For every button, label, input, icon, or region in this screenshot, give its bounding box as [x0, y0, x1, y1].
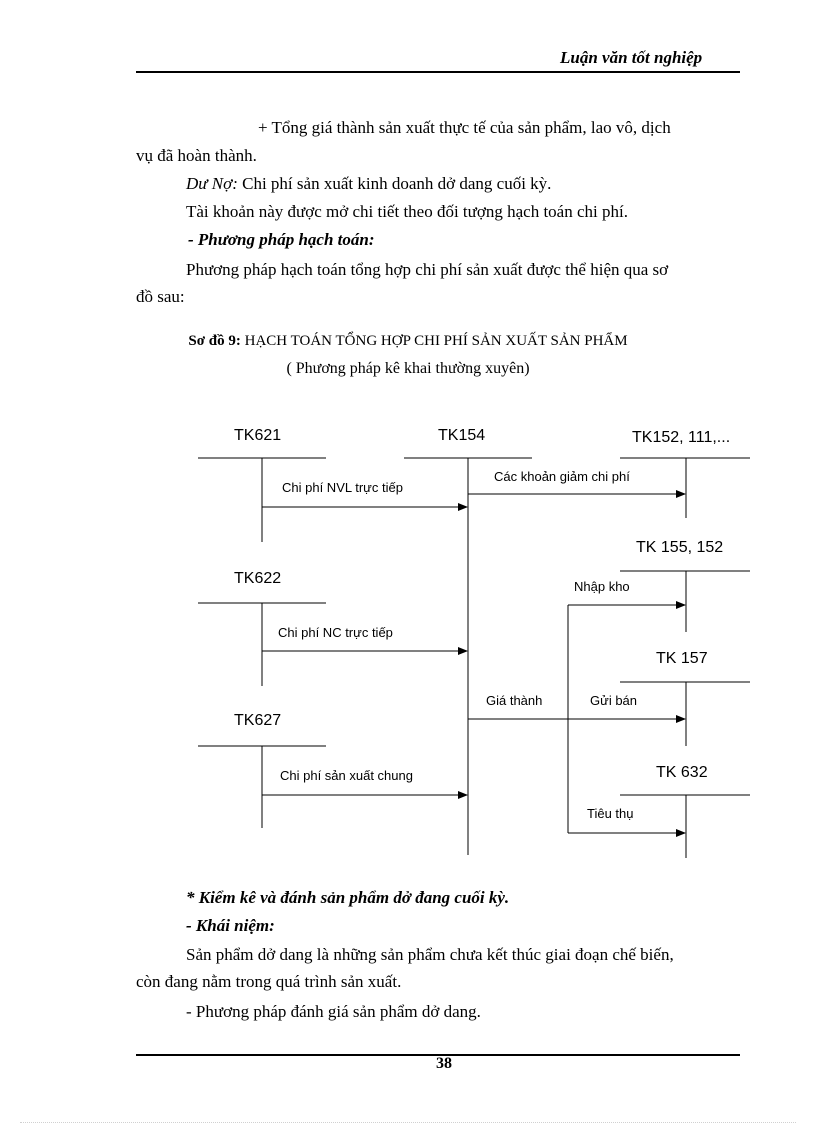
flow-tieu-thu-label: Tiêu thụ	[587, 806, 634, 821]
flow-nvl	[262, 480, 467, 507]
body-line-6: Phương pháp hạch toán tổng hợp chi phí sản xuất được thể hiện qua sơ	[186, 260, 669, 279]
running-header-title: Luận văn tốt nghiệp	[560, 48, 703, 67]
tk152-label: TK152, 111,...	[632, 429, 731, 446]
flow-sxc	[262, 768, 467, 795]
flow-gui-ban	[568, 693, 685, 719]
diagram-title-prefix: Sơ đồ 9:	[188, 333, 241, 349]
t-account-tk632	[620, 764, 750, 858]
t-account-tk154	[404, 427, 532, 855]
du-no-text: Chi phí sản xuất kinh doanh dở dang cuối kỳ.	[237, 174, 552, 193]
body-line-1: + Tổng giá thành sản xuất thực tế của sản phẩm, lao vô, dịch	[258, 118, 671, 137]
flow-sxc-label: Chi phí sản xuất chung	[280, 768, 413, 783]
flow-tieu-thu	[568, 806, 685, 833]
t-account-tk157	[620, 650, 750, 746]
flow-giam-chi-phi-label: Các khoản giảm chi phí	[494, 469, 630, 484]
tk627-label: TK627	[234, 712, 282, 729]
tk622-label: TK622	[234, 570, 282, 587]
body-line-4: Tài khoản này được mở chi tiết theo đối tượng hạch toán chi phí.	[186, 202, 628, 221]
t-account-tk155	[620, 539, 750, 632]
flow-giam-chi-phi	[468, 469, 685, 494]
tk157-label: TK 157	[656, 650, 708, 667]
tk621-label: TK621	[234, 427, 282, 444]
flow-nhap-kho	[568, 579, 685, 605]
flow-nc	[262, 625, 467, 651]
method-heading: - Phương pháp hạch toán:	[188, 230, 375, 249]
section-heading: * Kiểm kê và đánh sản phẩm dở đang cuối kỳ.	[186, 888, 510, 907]
section-line-1: Sản phẩm dở dang là những sản phẩm chưa kết thúc giai đoạn chế biến,	[186, 945, 674, 964]
page-number: 38	[436, 1055, 452, 1072]
section-line-2: còn đang nằm trong quá trình sản xuất.	[136, 972, 402, 991]
flow-gui-ban-label: Gửi bán	[590, 693, 638, 708]
flow-gia-thanh-label: Giá thành	[486, 693, 543, 708]
section-line-3: - Phương pháp đánh giá sản phẩm dở dang.	[186, 1002, 481, 1021]
flow-gia-thanh	[468, 605, 568, 833]
tk155-label: TK 155, 152	[636, 539, 724, 556]
flow-nc-label: Chi phí NC trực tiếp	[278, 625, 393, 640]
diagram-subtitle: ( Phương pháp kê khai thường xuyên)	[286, 360, 530, 377]
du-no-label: Dư Nợ:	[186, 174, 238, 193]
diagram-title-text: HẠCH TOÁN TỔNG HỢP CHI PHÍ SẢN XUẤT SẢN PHẨM	[240, 333, 628, 349]
t-account-tk152	[620, 429, 750, 518]
flow-nvl-label: Chi phí NVL trực tiếp	[282, 480, 403, 495]
tk632-label: TK 632	[656, 764, 708, 781]
tk154-label: TK154	[438, 427, 486, 444]
concept-heading: - Khái niệm:	[186, 916, 275, 935]
body-line-7: đồ sau:	[136, 287, 185, 306]
flow-nhap-kho-label: Nhập kho	[574, 579, 630, 594]
body-line-2: vụ đã hoàn thành.	[136, 146, 257, 165]
